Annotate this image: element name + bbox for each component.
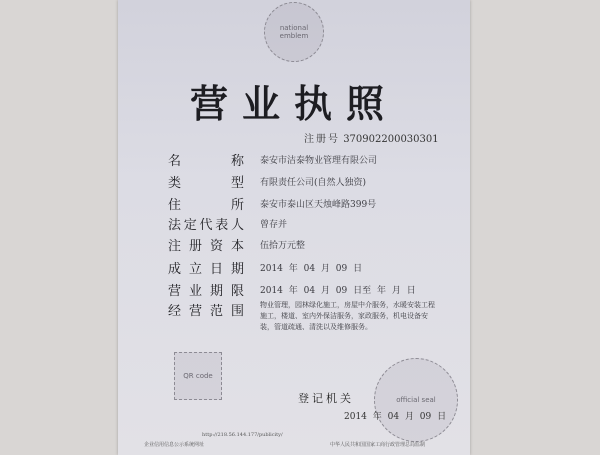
business-license-document — [118, 0, 470, 455]
field-value: 泰安市洁泰物业管理有限公司 — [260, 156, 378, 166]
field-label-char: 成 — [168, 262, 182, 277]
field-label-char: 代 — [199, 218, 213, 233]
field-row-registered-capital — [118, 235, 470, 255]
field-label-char: 立 — [188, 262, 202, 277]
field-label-char: 表 — [215, 218, 229, 233]
field-label-char: 类 — [168, 176, 182, 191]
field-label-char: 称 — [230, 154, 244, 169]
field-label-char: 定 — [183, 218, 197, 233]
field-label — [168, 280, 244, 299]
field-label-char: 日 — [209, 262, 223, 277]
field-value: 2014 年 04 月 09 日至 年 月 日 — [260, 286, 416, 296]
qr-code-placeholder: QR code — [174, 352, 222, 400]
field-row-address — [118, 194, 470, 214]
official-seal-placeholder: official seal — [374, 358, 458, 442]
footer-issuer: 中华人民共和国国家工商行政管理总局监制 — [330, 442, 426, 448]
field-label-char: 期 — [230, 262, 244, 277]
field-value: 曾存并 — [260, 220, 288, 230]
field-value: 有限责任公司(自然人独资) — [260, 178, 367, 188]
field-label-char: 所 — [230, 198, 244, 213]
footer-url: http://218.56.144.177/publicity/ — [202, 432, 283, 438]
document-title: 营业执照 — [189, 82, 398, 126]
field-label-char: 营 — [168, 284, 182, 299]
registration-label: 注册号 — [304, 134, 340, 145]
field-row-business-term — [118, 280, 470, 300]
field-label-char: 名 — [168, 154, 182, 169]
field-value: 泰安市泰山区天烛峰路399号 — [260, 200, 377, 210]
field-label-char: 围 — [230, 304, 244, 319]
field-row-name — [118, 150, 470, 170]
field-label — [168, 258, 244, 277]
field-label — [168, 150, 244, 169]
field-label-char: 本 — [230, 239, 244, 254]
field-label — [168, 300, 244, 319]
field-value: 2014 年 04 月 09 日 — [260, 264, 363, 274]
field-label — [168, 235, 244, 254]
issue-date: 2014 年 04 月 09 日 — [344, 412, 447, 422]
field-label-char: 型 — [230, 176, 244, 191]
field-label-char: 期 — [209, 284, 223, 299]
field-value: 伍拾万元整 — [260, 241, 306, 251]
field-row-established-date — [118, 258, 470, 278]
business-scope-text: 物业管理，园林绿化施工，房屋中介服务，水暖安装工程施工，楼道、室内外保洁服务，家政服务，机电设备安装，管道疏通、清洗以及维修服务。 — [260, 301, 435, 331]
field-label-char: 资 — [209, 239, 223, 254]
registration-value: 370902200030301 — [343, 134, 439, 145]
field-label — [168, 214, 244, 233]
field-label-char: 经 — [168, 304, 182, 319]
national-emblem-placeholder: national emblem — [264, 2, 324, 62]
field-label-char: 住 — [168, 198, 182, 213]
field-label-char: 限 — [230, 284, 244, 299]
field-row-type — [118, 172, 470, 192]
footer-notice: 企业信用信息公示系统网址 — [144, 442, 205, 448]
field-label — [168, 172, 244, 191]
registration-authority: 登记机关 — [298, 392, 354, 405]
field-label-char: 营 — [188, 304, 202, 319]
field-label-char: 业 — [188, 284, 202, 299]
field-row-legal-representative — [118, 214, 470, 234]
field-label-char: 人 — [230, 218, 244, 233]
field-label-char: 册 — [188, 239, 202, 254]
field-label-char: 范 — [209, 304, 223, 319]
field-label-char: 注 — [168, 239, 182, 254]
field-label — [168, 194, 244, 213]
field-label-char: 法 — [168, 218, 182, 233]
registration-number — [304, 130, 439, 145]
